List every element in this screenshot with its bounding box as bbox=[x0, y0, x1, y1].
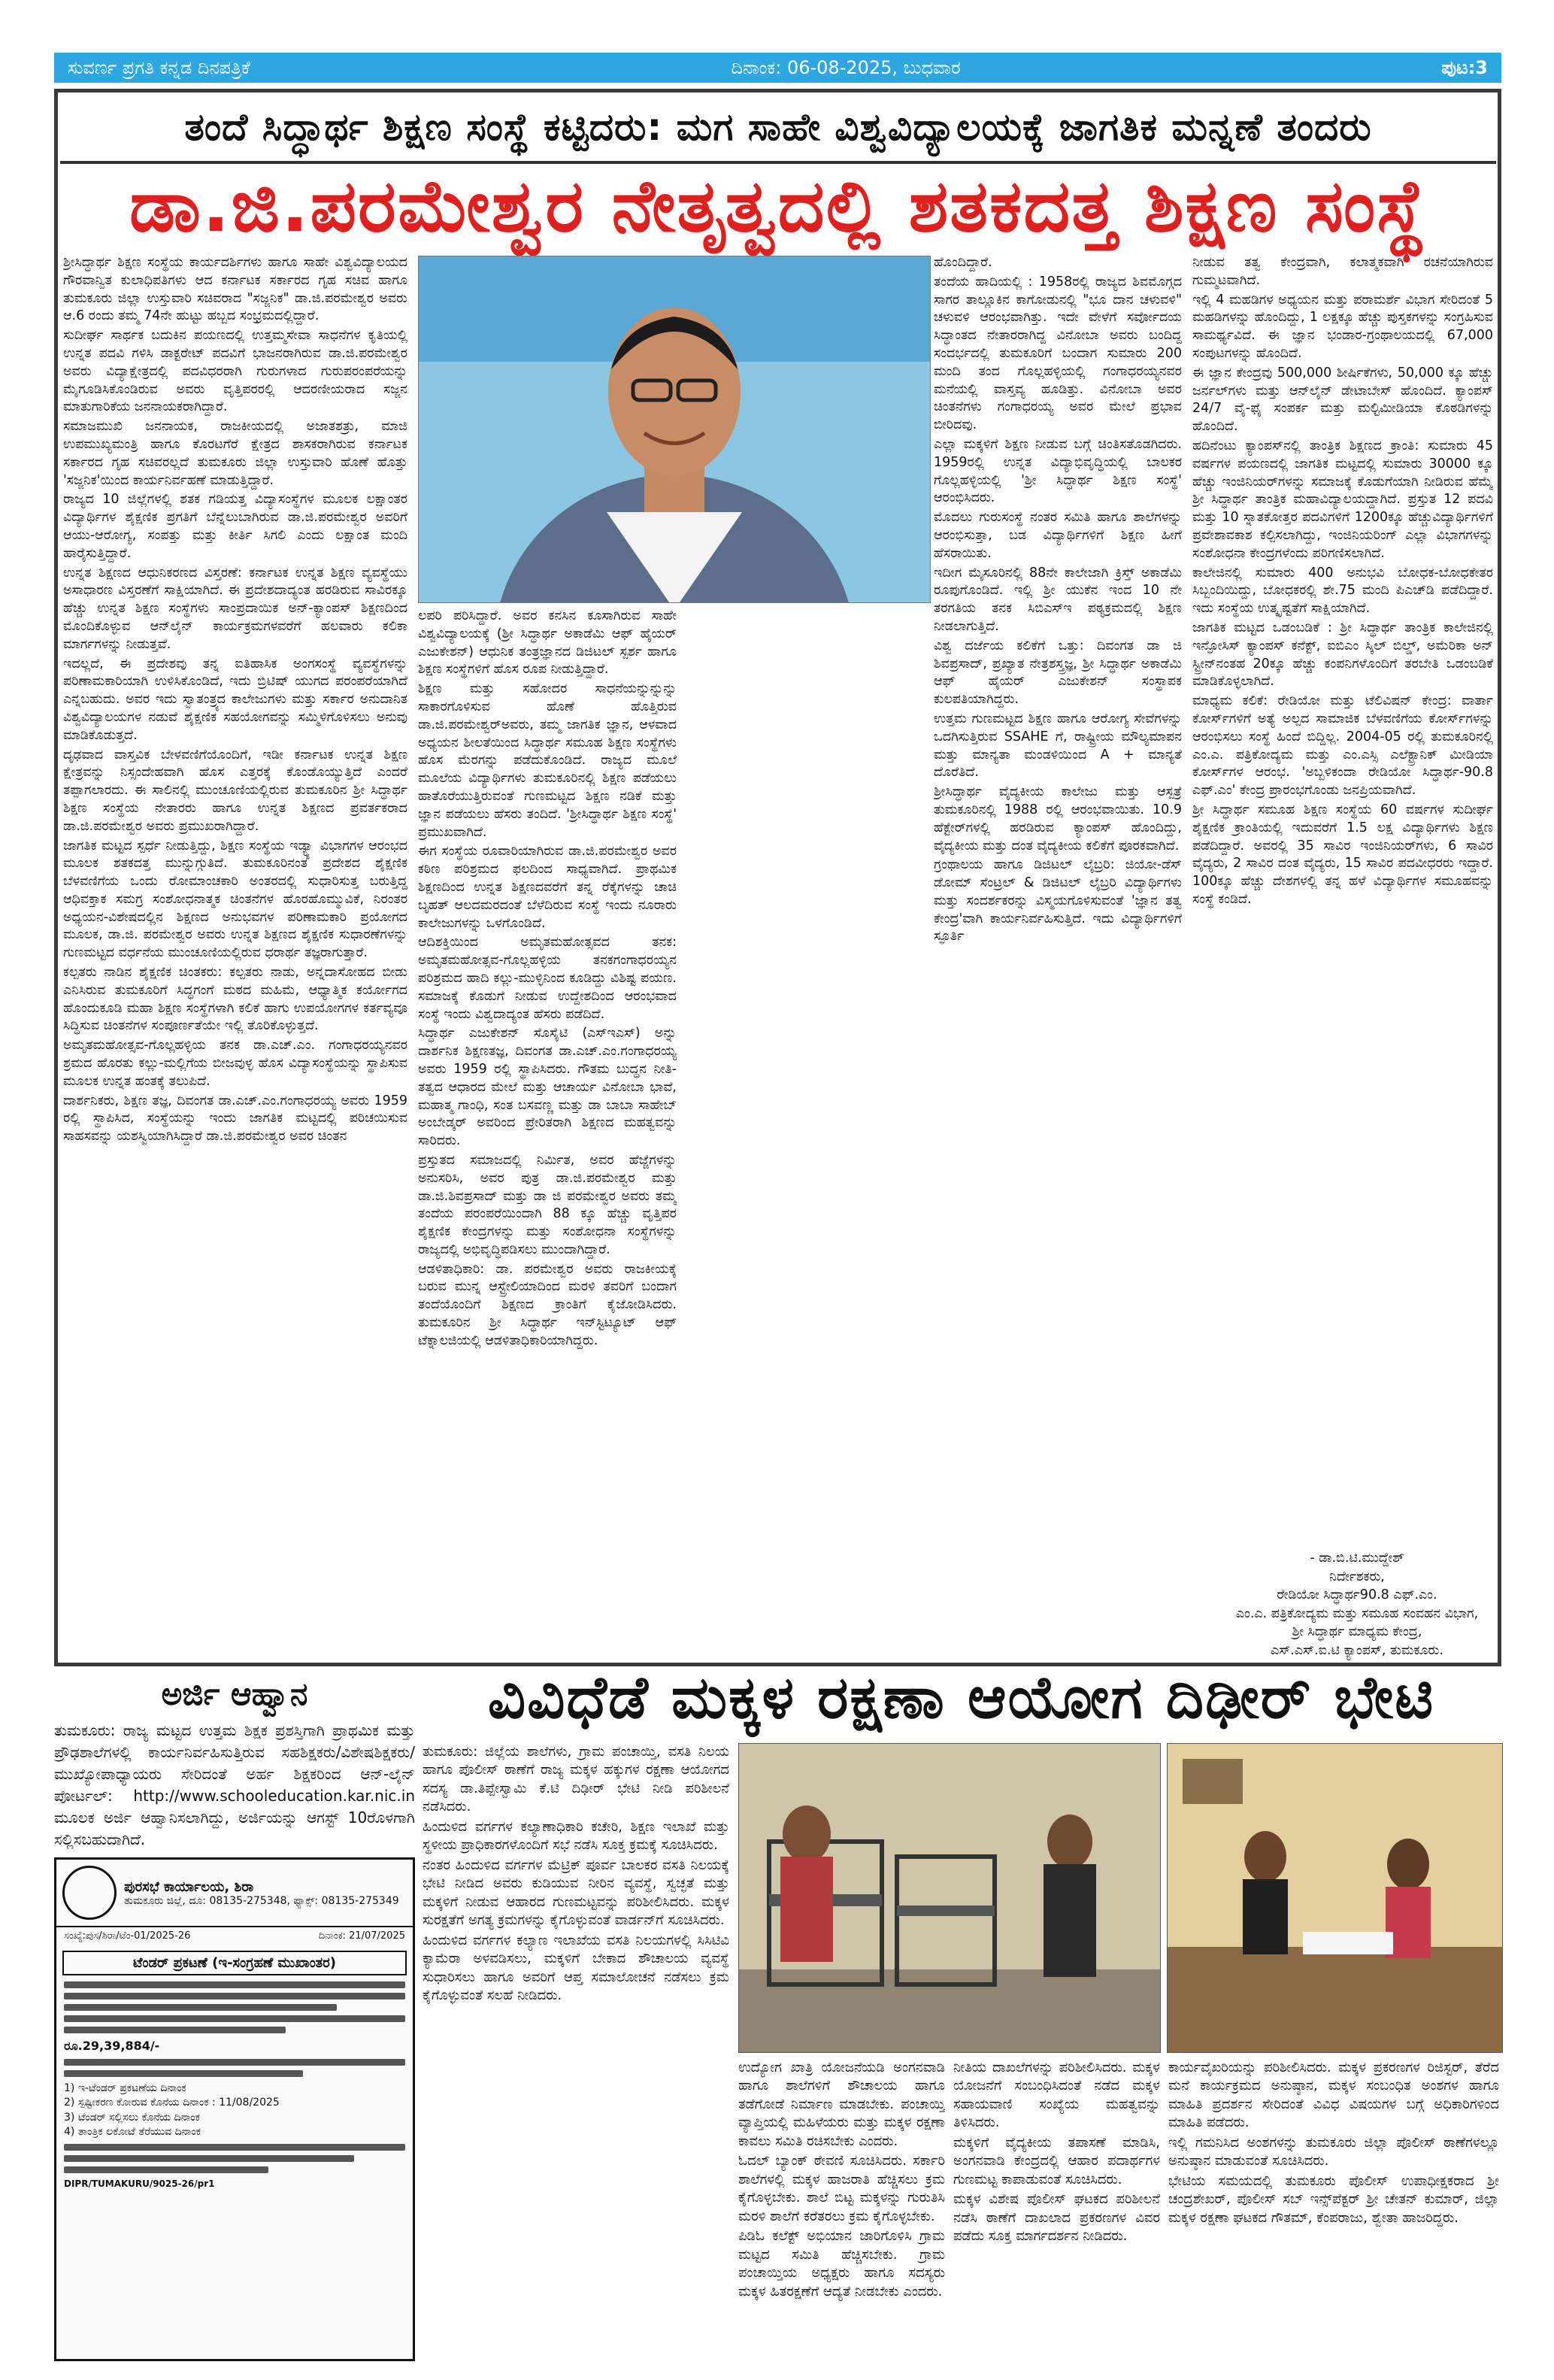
tender-advertisement bbox=[54, 1857, 415, 2361]
tender-office: ಪುರಸಭೆ ಕಾರ್ಯಾಲಯ, ಶಿರಾ bbox=[124, 1878, 254, 1895]
paragraph: ಉತ್ತಮ ಗುಣಮಟ್ಟದ ಶಿಕ್ಷಣ ಹಾಗೂ ಆರೋಗ್ಯ ಸೇವೆಗಳನ್ನು ಒದಗಿಸುತ್ತಿರುವ SSAHE ಗೆ, ರಾಷ್ಟ್ರೀಯ ಮೌಲ್ಯಮಾಪನ ಮತ್ತು ಮಾನ್ಯತಾ ಮಂಡಳಿಯಿಂದ A + ಮಾನ್ಯತೆ ದೊರೆತಿದೆ. bbox=[934, 711, 1182, 781]
paragraph: ಈಗ ಸಂಸ್ಥೆಯ ರೂವಾರಿಯಾಗಿರುವ ಡಾ.ಜಿ.ಪರಮೇಶ್ವರ ಅವರ ಕಠಿಣ ಪರಿಶ್ರಮದ ಫಲದಿಂದ ಸಾಧ್ಯವಾಗಿದೆ. ಪ್ರಾಥಮಿಕ ಶಿಕ್ಷಣದಿಂದ ಉನ್ನತ ಶಿಕ್ಷಣದವರೆಗೆ ತನ್ನ ರೆಕ್ಕೆಗಳನ್ನು ಚಾಚಿ ಬೃಹತ್ ಆಲದಮರದಂತೆ ಬೆಳೆದಿರುವ ಸಂಸ್ಥೆ ಇಂದು ನೂರಾರು ಕಾಲೇಜುಗಳನ್ನು ಒಳಗೊಂಡಿದೆ. bbox=[418, 844, 677, 931]
tender-header bbox=[56, 1860, 413, 1927]
paragraph: ಹೊಂದಿದ್ದಾರೆ. bbox=[934, 255, 992, 270]
paragraph: ಇಲ್ಲಿ ಗಮನಿಸಿದ ಅಂಶಗಳನ್ನು ತುಮಕೂರು ಜಿಲ್ಲಾ ಪೊಲೀಸ್ ಠಾಣೆಗಳಲ್ಲೂ ಅನುಷ್ಠಾನ ಮಾಡುವಂತೆ ಸೂಚಿಸಿದರು. bbox=[1168, 2134, 1499, 2169]
paragraph: ಶ್ರೀಸಿದ್ಧಾರ್ಥ ಶಿಕ್ಷಣ ಸಂಸ್ಥೆಯ ಕಾರ್ಯದರ್ಶಿಗಳು ಹಾಗೂ ಸಾಹೇ ವಿಶ್ವವಿದ್ಯಾಲಯದ ಗೌರವಾನ್ವಿತ ಕುಲಾಧಿಪತಿಗಳು ಆದ ಕರ್ನಾಟಕ ಸರ್ಕಾರದ ಗೃಹ ಸಚಿವ ಹಾಗೂ ತುಮಕೂರು ಜಿಲ್ಲಾ ಉಸ್ತುವಾರಿ ಸಚಿವರಾದ "ಸಜ್ಜನಿಕ" ಡಾ.ಜಿ.ಪರಮೇಶ್ವರ ಅವರು ಆ.6 ರಂದು ತಮ್ಮ 74ನೇ ಹುಟ್ಟು ಹಬ್ಬದ ಸಂಭ್ರಮದಲ್ಲಿದ್ದಾರೆ. bbox=[63, 255, 407, 324]
paragraph: ಇದೀಗ ಮೈಸೂರಿನಲ್ಲಿ 88ನೇ ಕಾಲೇಜಾಗಿ ಕ್ರಿಸ್ತ್ ಅಕಾಡೆಮಿ ರೂಪುಗೊಂಡಿದೆ. ಇಲ್ಲಿ ಶ್ರೀ ಯುಕೆನ ಇಂದ 10 ನೇ ತರಗತಿಯ ತನಕ ಸಿಬಿಎಸ್ಇ ಪಠ್ಯಕ್ರಮದಲ್ಲಿ ಶಿಕ್ಷಣ ನೀಡಲಾಗುತ್ತಿದೆ. bbox=[934, 565, 1182, 634]
author-line: ಶ್ರೀ ಸಿದ್ಧಾರ್ಥ ಮಾಧ್ಯಮ ಕೇಂದ್ರ, bbox=[1292, 1624, 1422, 1639]
lead-story-column-3 bbox=[934, 254, 1182, 1660]
tender-item: 1) ಇ-ಟೆಂಡರ್ ಪ್ರಕಟಣೆಯ ದಿನಾಂಕ bbox=[64, 2082, 186, 2095]
portrait-illustration bbox=[419, 256, 930, 602]
paragraph: ಮಕ್ಕಳ ವಿಶೇಷ ಪೊಲೀಸ್ ಘಟಕದ ಪರಿಶೀಲನೆ ನಡೆಸಿ ಠಾಣೆಗೆ ದಾಖಲಾದ ಪ್ರಕರಣಗಳ ವಿವರ ಪಡೆದು ಸೂಕ್ತ ಮಾರ್ಗದರ್ಶನ ನೀಡಿದರು. bbox=[953, 2191, 1160, 2245]
paragraph: ದಾರ್ಶನಿಕರು, ಶಿಕ್ಷಣ ತಜ್ಞ, ದಿವಂಗತ ಡಾ.ಎಚ್.ಎಂ.ಗಂಗಾಧರಯ್ಯ ಅವರು 1959 ರಲ್ಲಿ ಸ್ಥಾಪಿಸಿದ, ಸಂಸ್ಥೆಯನ್ನು ಇಂದು ಜಾಗತಿಕ ಮಟ್ಟದಲ್ಲಿ ಪರಿಚಯಿಸುವ ಸಾಹಸವನ್ನು ಯಶಸ್ವಿಯಾಗಿಸಿದ್ದಾರೆ ಡಾ.ಜಿ.ಪರಮೇಶ್ವರ ಅವರ ಚಿಂತನ bbox=[63, 1093, 407, 1145]
paragraph: ಶ್ರೀಸಿದ್ಧಾರ್ಥ ವೈದ್ಯಕೀಯ ಕಾಲೇಜು ಮತ್ತು ಆಸ್ಪತ್ರೆ ತುಮಕೂರಿನಲ್ಲಿ 1988 ರಲ್ಲಿ ಆರಂಭವಾಯಿತು. 10.9 ಹೆಕ್ಟೇರ್‌ಗಳಲ್ಲಿ ಹರಡಿರುವ ಕ್ಯಾಂಪಸ್ ಹೊಂದಿದ್ದು, ವೈದ್ಯಕೀಯ ಮತ್ತು ದಂತ ವೈದ್ಯಕೀಯ ಕಲಿಕೆಗೆ ಪೂರಕವಾಗಿದೆ. bbox=[934, 784, 1182, 853]
paragraph: ತುಮಕೂರು: ಜಿಲ್ಲೆಯ ಶಾಲೆಗಳು, ಗ್ರಾಮ ಪಂಚಾಯ್ತಿ, ವಸತಿ ನಿಲಯ ಹಾಗೂ ಪೊಲೀಸ್ ಠಾಣೆಗೆ ರಾಜ್ಯ ಮಕ್ಕಳ ಹಕ್ಕುಗಳ ರಕ್ಷಣಾ ಆಯೋಗದ ಸದಸ್ಯ ಡಾ.ತಿಪ್ಪೇಸ್ವಾಮಿ ಕೆ.ಟಿ ದಿಢೀರ್ ಭೇಟಿ ನೀಡಿ ಪರಿಶೀಲನೆ ನಡೆಸಿದರು. bbox=[423, 1744, 729, 1815]
paragraph: ಶಿಕ್ಷಣ ಮತ್ತು ಸಹೋದರ ಸಾಧನೆಯನ್ನುನ್ನುನ್ನು ಸಾಕಾರಗೊಳಿಸುವ ಹೊಣೆ ಹೊತ್ತಿರುವ ಡಾ.ಜಿ.ಪರಮೇಶ್ವರ್‌ಅವರು, ತಮ್ಮ ಜಾಗತಿಕ ಜ್ಞಾನ, ಆಳವಾದ ಅಧ್ಯಯನ ಶೀಲತೆಯಿಂದ ಸಿದ್ಧಾರ್ಥ ಸಮೂಹ ಶಿಕ್ಷಣ ಸಂಸ್ಥೆಗಳು ಹೊಸ ಮೆರಗನ್ನು ಪಡೆದುಕೊಂಡಿದೆ. ರಾಜ್ಯದ ಮೂಲೆ ಮೂಲೆಯ ವಿದ್ಯಾರ್ಥಿಗಳು ತುಮಕೂರಿನಲ್ಲಿ ಶಿಕ್ಷಣ ಪಡೆಯಲು ಹಾತೊರೆಯುತ್ತಿರುವಂತೆ ಗುಣಮಟ್ಟದ ಶಿಕ್ಷಣ ನಡಿಕೆ ಮತ್ತು ಜ್ಞಾನ ಪಡೆಯಲು ಹೆಸರು ತಂದಿದೆ. 'ಶ್ರೀಸಿದ್ಧಾರ್ಥ ಶಿಕ್ಷಣ ಸಂಸ್ಥೆ' ಪ್ರಮುಖವಾಗಿದೆ. bbox=[418, 681, 677, 840]
paragraph: ಗ್ರಂಥಾಲಯ ಹಾಗೂ ಡಿಜಿಟಲ್ ಲೈಬ್ರರಿ: ಜಿಯೋ-ಡೆಸ್ ಡೋಮ್ ಸೆಂಟ್ರಲ್ & ಡಿಜಿಟಲ್ ಲೈಬ್ರರಿ ವಿದ್ಯಾರ್ಥಿಗಳು ಮತ್ತು ಸಂದರ್ಶಕರನ್ನು ವಿಸ್ಮಯಗೊಳಿಸುವಂತೆ 'ಜ್ಞಾನ ತತ್ವ ಕೇಂದ್ರ'ವಾಗಿ ಕಾರ್ಯನಿರ್ವಹಿಸುತ್ತಿದೆ. ಇದು ವಿದ್ಯಾರ್ಥಿಗಳಿಗೆ ಸ್ಫೂರ್ತಿ bbox=[934, 857, 1182, 944]
paragraph: ಈ ಜ್ಞಾನ ಕೇಂದ್ರವು 500,000 ಶೀರ್ಷಿಕೆಗಳು, 50,000 ಕ್ಕೂ ಹೆಚ್ಚು ಜರ್ನಲ್‌ಗಳು ಮತ್ತು ಆನ್‌ಲೈನ್ ಡೇಟಾಬೇಸ್ ಹೊಂದಿದೆ. ಕ್ಯಾಂಪಸ್ 24/7 ವೈ-ಫೈ ಸಂಪರ್ಕ ಮತ್ತು ಮಲ್ಟಿಮೀಡಿಯಾ ಕೊಠಡಿಗಳನ್ನು ಹೊಂದಿದೆ. bbox=[1192, 365, 1493, 435]
paragraph: ಎಲ್ಲಾ ಮಕ್ಕಳಿಗೆ ಶಿಕ್ಷಣ ನೀಡುವ ಬಗ್ಗೆ ಚಿಂತಿಸತೊಡಗಿದರು. 1959ರಲ್ಲಿ ಉನ್ನತ ವಿದ್ಯಾಭಿವೃದ್ಧಿಯಲ್ಲಿ ಬಾಲಕರ ಗೊಲ್ಲಹಳ್ಳಿಯಲ್ಲಿ 'ಶ್ರೀ ಸಿದ್ಧಾರ್ಥ ಶಿಕ್ಷಣ ಸಂಸ್ಥೆ' ಆರಂಭಿಸಿದರು. bbox=[934, 436, 1182, 506]
tender-contact: ತುಮಕೂರು ಜಿಲ್ಲೆ, ದೂ: 08135-275348, ಫ್ಯಾಕ್ಸ್: 08135-275349 bbox=[124, 1894, 399, 1907]
issue-date: ದಿನಾಂಕ: 06-08-2025, ಬುಧವಾರ bbox=[731, 57, 961, 78]
second-story-column-3 bbox=[953, 2059, 1160, 2367]
tender-ref: ಸಂಖ್ಯೆ:ಪುಸ/ಶಿರಾ/ಟೆಂ-01/2025-26 bbox=[64, 1930, 191, 1942]
tender-text-lines bbox=[64, 2059, 405, 2077]
paragraph: ಆದಿಶಕ್ತಿಯಿಂದ ಅಮೃತಮಹೋತ್ಸವದ ತನಕ: ಅಮೃತಮಹೋತ್ಸವ-ಗೊಲ್ಲಹಳ್ಳಿಯ ತನಕಗಂಗಾಧರಯ್ಯನ ಪರಿಶ್ರಮದ ಹಾದಿ ಕಲ್ಲು-ಮುಳ್ಳಿನಿಂದ ಕೂಡಿದ್ದು ವಿಶಿಷ್ಟ ಪಯಣ. ಸಮಾಜಕ್ಕೆ ಕೊಡುಗೆ ನೀಡುವ ಉದ್ದೇಶದಿಂದ ಆರಂಭವಾದ ಸಂಸ್ಥೆ ಇಂದು ವಿಶ್ವದಾದ್ಯಂತ ಹೆಸರು ಪಡೆದಿದೆ. bbox=[418, 935, 677, 1022]
tender-footer: DIPR/TUMAKURU/9025-26/pr1 bbox=[64, 2178, 215, 2190]
paragraph: ಇಲ್ಲಿ 4 ಮಹಡಿಗಳ ಅಧ್ಯಯನ ಮತ್ತು ಪರಾಮರ್ಶೆ ವಿಭಾಗ ಸೇರಿದಂತೆ 5 ಮಹಡಿಗಳನ್ನು ಹೊಂದಿದ್ದು, 1 ಲಕ್ಷಕ್ಕೂ ಹೆಚ್ಚು ಪುಸ್ತಕಗಳನ್ನು ಸಂಗ್ರಹಿಸುವ ಸಾಮರ್ಥ್ಯವಿದೆ. ಈ ಜ್ಞಾನ ಭಂಡಾರ-ಗ್ರಂಥಾಲಯದಲ್ಲಿ 67,000 ಸಂಪುಟಗಳನ್ನು ಹೊಂದಿದೆ. bbox=[1192, 292, 1493, 361]
tender-text-lines bbox=[64, 2144, 405, 2173]
paper-name: ಸುವರ್ಣ ಪ್ರಗತಿ ಕನ್ನಡ ದಿನಪತ್ರಿಕೆ bbox=[68, 57, 250, 78]
tender-item: 3) ಟೆಂಡರ್ ಸಲ್ಲಿಸಲು ಕೊನೆಯ ದಿನಾಂಕ bbox=[64, 2111, 200, 2124]
second-story-headline: ವಿವಿಧೆಡೆ ಮಕ್ಕಳ ರಕ್ಷಣಾ ಆಯೋಗ ದಿಢೀರ್ ಭೇಟಿ bbox=[487, 1663, 1435, 1732]
paragraph: ಇದಲ್ಲದೆ, ಈ ಪ್ರದೇಶವು ತನ್ನ ಐತಿಹಾಸಿಕ ಅಂಗಸಂಸ್ಥೆ ವ್ಯವಸ್ಥೆಗಳನ್ನು ಪರಿಣಾಮಕಾರಿಯಾಗಿ ಉಳಿಸಿಕೊಂಡಿದೆ, ಇದು ಬ್ರಿಟಿಷ್ ಯುಗದ ಪರಂಪರೆಯಾಗಿದೆ ಎನ್ನಬಹುದು. ಅವರ ಇದು ಸ್ವಾತಂತ್ರ್ಯದ ಕಾಲೇಜುಗಳು ಮತ್ತು ಸರ್ಕಾರ ಅನುದಾನಿತ ವಿಶ್ವವಿದ್ಯಾಲಯಗಳ ನಡುವೆ ಶೈಕ್ಷಣಿಕ ಸಹಯೋಗವನ್ನು ಸಮ್ಮಿಳಿಗೊಳಿಸಲು ಅನುವು ಮಾಡಿಕೊಡುತ್ತದೆ. bbox=[63, 656, 407, 743]
paragraph: ನೀಡುವ ತತ್ವ ಕೇಂದ್ರವಾಗಿ, ಕಲಾತ್ಮಕವಾಗಿ ರಚನೆಯಾಗಿರುವ ಗುಮ್ಮಟವಾಗಿದೆ. bbox=[1192, 255, 1493, 288]
second-story-column-4 bbox=[1168, 2059, 1499, 2367]
author-line: ನಿರ್ದೇಶಕರು, bbox=[1329, 1569, 1385, 1584]
paragraph: ಪ್ರಸ್ತುತದ ಸಮಾಜದಲ್ಲಿ ನಿರ್ಮಿತ, ಅವರ ಹೆಜ್ಜೆಗಳನ್ನು ಅನುಸರಿಸಿ, ಅವರ ಪುತ್ರ ಡಾ.ಜಿ.ಪರಮೇಶ್ವರ ಮತ್ತು ಡಾ.ಜಿ.ಶಿವಪ್ರಸಾದ್ ಮತ್ತು ಡಾ ಜಿ ಪರಮೇಶ್ವರ ಅವರು ತಮ್ಮ ತಂದೆಯ ಪರಂಪರೆಯಿಂದಾಗಿ 88 ಕ್ಕೂ ಹೆಚ್ಚು ವೃತ್ತಿಪರ ಶೈಕ್ಷಣಿಕ ಕೇಂದ್ರಗಳನ್ನು ಮತ್ತು ಸಂಶೋಧನಾ ಸಂಸ್ಥೆಗಳನ್ನು ರಾಜ್ಯದಲ್ಲಿ ಅಭಿವೃದ್ಧಿಪಡಿಸಲು ಮುಂದಾಗಿದ್ದಾರೆ. bbox=[418, 1152, 677, 1257]
paragraph: ಮೊದಲು ಗುರುಸಂಸ್ಥೆ ನಂತರ ಸಮಿತಿ ಹಾಗೂ ಶಾಲೆಗಳನ್ನು ಆರಂಭಿಸುತ್ತಾ, ಬಡ ವಿದ್ಯಾರ್ಥಿಗಳಿಗೆ ಶಿಕ್ಷಣ ಹೀಗೆ ಹೆಸರಾಯಿತು. bbox=[934, 510, 1182, 561]
author-line: ರೇಡಿಯೋ ಸಿದ್ಧಾರ್ಥ90.8 ಎಫ್.ಎಂ. bbox=[1277, 1587, 1437, 1602]
government-seal-icon bbox=[62, 1866, 117, 1920]
paragraph: ಜಾಗತಿಕ ಮಟ್ಟದ ಸ್ಪರ್ಧೆ ನೀಡುತ್ತಿದ್ದು, ಶಿಕ್ಷಣ ಸಂಸ್ಥೆಯ ಇಡ್ಯ್ಯಾ ವಿಭಾಗಗಳ ಆರಂಭದ ಮೂಲಕ ಶತಕದತ್ತ ಮುನ್ನುಗ್ಗುತಿದೆ. ತುಮಕೂರಿನಂತ ಪ್ರದೇಶದ ಶೈಕ್ಷಣಿಕ ಬೆಳವಣಿಗೆಯ ಒಂದು ರೋಮಾಂಚಕಾರಿ ಅಂತರದಲ್ಲಿ ಸುಧಾರಿಸುತ್ತ ಬರುತ್ತಿದ್ದ ಆಧಿವಕ್ತಾಕ ಸಮಗ್ರ ಸಂಶೋಧನಾತ್ಮಕ ಚಿಂತನೆಗಳ ಹೊರಹೊಮ್ಮುವಿಕೆ, ನಿರಂತರ ಅಧ್ಯಯನ-ವಿಶೇಷದಲ್ಲಿನ ಶಿಕ್ಷಣದ ಅನುಭವಗಳ ಪರಿಣಾಮಕಾರಿ ಪ್ರಯೋಗದ ಮೂಲಕ, ಡಾ.ಜಿ. ಪರಮೇಶ್ವರ ಅವರು ಉನ್ನತ ಶಿಕ್ಷಣದ ಶೈಕ್ಷಣಿಕ ಸುಧಾರಣೆಗಳನ್ನು ಗುಣಮಟ್ಟದ ವರ್ಧನೆಯ ಮುಂಚೂಣಿಯಲ್ಲಿರುವ ಧರಾರ್ಥ ತಜ್ಞರಾಗುತ್ತಾರೆ. bbox=[63, 838, 407, 961]
application-text: ತುಮಕೂರು: ರಾಜ್ಯ ಮಟ್ಟದ ಉತ್ತಮ ಶಿಕ್ಷಕ ಪ್ರಶಸ್ತಿಗಾಗಿ ಪ್ರಾಥಮಿಕ ಮತ್ತು ಪ್ರೌಢಶಾಲೆಗಳಲ್ಲಿ ಕಾರ್ಯನಿರ್ವಹಿಸುತ್ತಿರುವ ಸಹಶಿಕ್ಷಕರು/ವಿಶೇಷಶಿಕ್ಷಕರು/ಮುಖ್ಯೋಪಾಧ್ಯಾಯರು ಸೇರಿದಂತೆ ಅರ್ಹ ಶಿಕ್ಷಕರಿಂದ ಆನ್-ಲೈನ್ ಪೋರ್ಟಲ್: http://www.schooleducation.kar.nic.in ಮೂಲಕ ಅರ್ಜಿ ಆಹ್ವಾನಿಸಲಾಗಿದ್ದು, ಅರ್ಜಿಯನ್ನು ಆಗಸ್ಟ್ 10ರೊಳಗಾಗಿ ಸಲ್ಲಿಸಬಹುದಾಗಿದೆ. bbox=[54, 1721, 415, 1848]
tender-text-lines bbox=[64, 1981, 405, 2033]
author-signature bbox=[1233, 1549, 1481, 1660]
police-station-visit-photo bbox=[1167, 1743, 1503, 2053]
tender-body bbox=[56, 1981, 413, 2191]
paragraph: ಮಾಧ್ಯಮ ಕಲಿಕೆ: ರೇಡಿಯೋ ಮತ್ತು ಟೆಲಿವಿಷನ್ ಕೇಂದ್ರ: ವಾರ್ತಾ ಕೋರ್ಸ್‌ಗಳಿಗೆ ಅತ್ಯೆ ಅಲ್ಪದ ಸಾಮಾಜಿಕ ಬೆಳವಣಿಗೆಯ ಕೋರ್ಸ್‌ಗಳನ್ನು ಆರಂಭಿಸಲು ಸಂಸ್ಥೆ ಹಿಂದೆ ಬಿದ್ದಿಲ್ಲ. 2004-05 ರಲ್ಲಿ ತುಮಕೂರಿನಲ್ಲಿ ಎಂ.ಎ. ಪತ್ರಿಕೋದ್ಯಮ ಮತ್ತು ಎಂ.ಎಸ್ಸಿ ಎಲೆಕ್ಟ್ರಾನಿಕ್ ಮೀಡಿಯಾ ಕೋರ್ಸ್‌ಗಳ ಆರಂಭ. 'ಅಬ್ಬಳಿಕಂದಾ ರೇಡಿಯೋ ಸಿದ್ಧಾರ್ಥ-90.8 ಎಫ್.ಎಂ' ಕೇಂದ್ರ ಪ್ರಾರಂಭಗೊಂಡು ಜನಪ್ರಿಯವಾಗಿದೆ. bbox=[1192, 693, 1493, 799]
paragraph: ಹಿಂದುಳಿದ ವರ್ಗಗಳ ಕಲ್ಯಾಣ ಇಲಾಖೆಯ ವಸತಿ ನಿಲಯಗಳಲ್ಲಿ ಸಿಸಿಟಿವಿ ಕ್ಯಾಮೆರಾ ಅಳವಡಿಸಲು, ಮಕ್ಕಳಿಗೆ ಬೇಕಾದ ಶೌಚಾಲಯ ವ್ಯವಸ್ಥೆ ಸುಧಾರಿಸಲು ಹಾಗೂ ಅವರಿಗೆ ಆಪ್ತ ಸಮಾಲೋಚನೆ ನಡೆಸಲು ಕ್ರಮ ಕೈಗೊಳ್ಳುವಂತೆ ಸಲಹೆ ನೀಡಿದರು. bbox=[423, 1932, 729, 2004]
second-story-column-1 bbox=[423, 1743, 729, 2367]
paragraph: ಹದಿನೆಂಟು ಕ್ಯಾಂಪಸ್‌ನಲ್ಲಿ ತಾಂತ್ರಿಕ ಶಿಕ್ಷಣದ ಕ್ರಾಂತಿ: ಸುಮಾರು 45 ವರ್ಷಗಳ ಪಯಣದಲ್ಲಿ ಜಾಗತಿಕ ಮಟ್ಟದಲ್ಲಿ ಸುಮಾರು 30000 ಕ್ಕೂ ಹೆಚ್ಚು ಇಂಜಿನಿಯರ್‌ಗಳನ್ನು ಸಮಾಜಕ್ಕೆ ಕೊಡುಗೆಯಾಗಿ ನೀಡಿರುವ ಹೆಮ್ಮೆ ಶ್ರೀ ಸಿದ್ಧಾರ್ಥ ತಾಂತ್ರಿಕ ಮಹಾವಿದ್ಯಾಲಯದ್ದಾಗಿದೆ. ಪ್ರಸ್ತುತ 12 ಪದವಿ ಮತ್ತು 10 ಸ್ನಾತಕೋತ್ತರ ಪದವಿಗಳಿಗೆ 1200ಕ್ಕೂ ಹೆಚ್ಚುವಿದ್ಯಾರ್ಥಿಗಳಿಗೆ ಪ್ರವೇಶಾವಕಾಶ ಕಲ್ಪಿಸಲಾಗಿದ್ದು, ಇಂಜಿನಿಯರಿಂಗ್ ಎಲ್ಲಾ ವಿಭಾಗಗಳನ್ನು ಸಂಶೋಧನಾ ಕೇಂದ್ರಗಳೆಂದು ಪರಿಗಣಿಸಲಾಗಿದೆ. bbox=[1192, 438, 1493, 561]
paragraph: ರಾಜ್ಯದ 10 ಜಿಲ್ಲೆಗಳಲ್ಲಿ ಶತಕ ಗಡಿಯತ್ತ ವಿದ್ಯಾಸಂಸ್ಥೆಗಳ ಮೂಲಕ ಲಕ್ಷಾಂತರ ವಿದ್ಯಾರ್ಥಿಗಳ ಶೈಕ್ಷಣಿಕ ಪ್ರಗತಿಗೆ ಬೆನ್ನೆಲುಬಾಗಿರುವ ಡಾ.ಜಿ.ಪರಮೇಶ್ವರ ಅವರಿಗೆ ಆಯು-ಆರೋಗ್ಯ, ಸಂಪತ್ತು ಮತ್ತು ಕೀರ್ತಿ ಸಿಗಲಿ ಎಂದು ಲಕ್ಷಾಂತ ಮಂದಿ ಹಾರೈಸುತ್ತಿದ್ದಾರೆ. bbox=[63, 492, 407, 561]
hostel-room-illustration bbox=[739, 1744, 1160, 2052]
paragraph: ವಿಶ್ವ ದರ್ಜೆಯ ಕಲಿಕೆಗೆ ಒತ್ತು: ದಿವಂಗತ ಡಾ ಜಿ ಶಿವಪ್ರಸಾದ್, ಪ್ರಖ್ಯಾತ ನೇತ್ರಶಸ್ತ್ರಜ್ಞ, ಶ್ರೀ ಸಿದ್ಧಾರ್ಥ ಅಕಾಡೆಮಿ ಆಫ್ ಹೈಯರ್ ಎಜುಕೇಶನ್ ಸಂಸ್ಥಾಪಕ ಕುಲಪತಿಯಾಗಿದ್ದರು. bbox=[934, 638, 1182, 708]
paragraph: ದೃಢವಾದ ವಾಸ್ತವಿಕ ಬೇಳವಣಿಗೆಯೊಂದಿಗೆ, ಇಡೀ ಕರ್ನಾಟಕ ಉನ್ನತ ಶಿಕ್ಷಣ ಕ್ಷೇತ್ರವನ್ನು ನಿಸ್ಸಂದೇಹವಾಗಿ ಹೊಸ ಎತ್ತರಕ್ಕೆ ಕೊಂಡೊಯ್ಯುತ್ತಿದೆ ಎಂದರೆ ತಪ್ಪಾಗಲಾರದು. ಈ ಸಾಲಿನಲ್ಲಿ ಮುಂಚೂಣಿಯಲ್ಲಿರುವ ತುಮಕೂರಿನ ಶ್ರೀ ಸಿದ್ಧಾರ್ಥ ಶಿಕ್ಷಣ ಸಂಸ್ಥೆಯ ನೇತಾರರು ಹಾಗೂ ಉನ್ನತ ಶಿಕ್ಷಣದ ಪ್ರವರ್ತಕರಾದ ಡಾ.ಜಿ.ಪರಮೇಶ್ವರ ಅವರು ಪ್ರಮುಖರಾಗಿದ್ದಾರೆ. bbox=[63, 747, 407, 834]
lead-story-column-4 bbox=[1192, 254, 1493, 1544]
minister-portrait-photo bbox=[418, 256, 931, 603]
paragraph: ಮಕ್ಕಳಿಗೆ ವೈದ್ಯಕೀಯ ತಪಾಸಣೆ ಮಾಡಿಸಿ, ಅಂಗನವಾಡಿ ಕೇಂದ್ರದಲ್ಲಿ ಆಹಾರ ಪದಾರ್ಥಗಳ ಗುಣಮಟ್ಟ ಕಾಪಾಡುವಂತೆ ಸೂಚಿಸಿದರು. bbox=[953, 2134, 1160, 2187]
paragraph: ಉದ್ಯೋಗ ಖಾತ್ರಿ ಯೋಜನೆಯಡಿ ಅಂಗನವಾಡಿ ಹಾಗೂ ಶಾಲೆಗಳಿಗೆ ಶೌಚಾಲಯ ಹಾಗೂ ತಡೆಗೋಡೆ ನಿರ್ಮಾಣ ಮಾಡಬೇಕು. ಪಂಚಾಯ್ತಿ ವ್ಯಾಪ್ತಿಯಲ್ಲಿ ಮಹಿಳೆಯರು ಮತ್ತು ಮಕ್ಕಳ ರಕ್ಷಣಾ ಕಾವಲು ಸಮಿತಿ ರಚಿಸಬೇಕು ಎಂದರು. bbox=[738, 2060, 945, 2149]
paragraph: ಉನ್ನತ ಶಿಕ್ಷಣದ ಆಧುನಿಕರಣದ ವಿಸ್ತರಣೆ: ಕರ್ನಾಟಕ ಉನ್ನತ ಶಿಕ್ಷಣ ವ್ಯವಸ್ಥೆಯು ಅಸಾಧಾರಣ ವಿಸ್ತರಣೆಗೆ ಸಾಕ್ಷಿಯಾಗಿದೆ. ಈ ಪ್ರದೇಶದಾದ್ಯಂತ ಹರಡಿರುವ ಸಾವಿರಕ್ಕೂ ಹೆಚ್ಚು ಉನ್ನತ ಶಿಕ್ಷಣ ಸಂಸ್ಥೆಗಳು ಸಾಂಪ್ರದಾಯಿಕ ಅನ್-ಕ್ಯಾಂಪಸ್ ಶಿಕ್ಷಣದಿಂದ ಮೊಂದಿಕೊಳ್ಳುವ ಆನ್‌ಲೈನ್ ಕಾರ್ಯಕ್ರಮಗಳವರೆಗೆ ಹಲವಾರು ಕಲಿಕಾ ಮಾರ್ಗಗಳನ್ನು ನೀಡುತ್ತವೆ. bbox=[63, 565, 407, 652]
paragraph: ಓದಲ್ ಬ್ಯಾಂಕ್ ಠೇವಣಿ ಸೂಚಿಸಿದರು. ಸರ್ಕಾರಿ ಶಾಲೆಗಳಲ್ಲಿ ಮಕ್ಕಳ ಹಾಜರಾತಿ ಹೆಚ್ಚಿಸಲು ಕ್ರಮ ಕೈಗೊಳ್ಳಬೇಕು. ಶಾಲೆ ಬಿಟ್ಟ ಮಕ್ಕಳನ್ನು ಗುರುತಿಸಿ ಮರಳಿ ಶಾಲೆಗೆ ಕರೆತರಲು ಕ್ರಮ ಕೈಗೊಳ್ಳಬೇಕು. bbox=[738, 2153, 945, 2224]
tender-item: 4) ತಾಂತ್ರಿಕ ಲಕೋಟೆ ತೆರೆಯುವ ದಿನಾಂಕ bbox=[64, 2126, 201, 2139]
hostel-inspection-photo bbox=[738, 1743, 1161, 2053]
masthead bbox=[54, 53, 1501, 83]
lead-story-column-2 bbox=[418, 608, 677, 1660]
paragraph: ನೀತಿಯ ದಾಖಲೆಗಳನ್ನು ಪರಿಶೀಲಿಸಿದರು. ಮಕ್ಕಳ ಯೋಜನೆಗೆ ಸಂಬಂಧಿಸಿದಂತೆ ನಡೆದ ಮಕ್ಕಳ ಸಹಾಯವಾಣಿ ಸಂಖ್ಯೆಯ ಮಹತ್ವವನ್ನು ತಿಳಿಸಿದರು. bbox=[953, 2060, 1160, 2131]
tender-ref-row bbox=[56, 1927, 413, 1945]
paragraph: ಸಮಾಜಮುಖಿ ಜನನಾಯಕ, ರಾಜಕೀಯದಲ್ಲಿ ಅಜಾತಶತ್ರು, ಮಾಜಿ ಉಪಮುಖ್ಯಮಂತ್ರಿ ಹಾಗೂ ಕೊರಟಗೆರೆ ಕ್ಷೇತ್ರದ ಶಾಸಕರಾಗಿರುವ ಕರ್ನಾಟಕ ಸರ್ಕಾರದ ಗೃಹ ಸಚಿವರಲ್ಲದೆ ತುಮಕೂರು ಜಿಲ್ಲಾ ಉಸ್ತುವಾರಿ ಹೊಣೆ ಹೊತ್ತು 'ಸಜ್ಜನಿಕ'ಯಿಂದ ಕಾರ್ಯನಿರ್ವಹಣೆ ಮಾಡುತ್ತಿದ್ದಾರೆ. bbox=[63, 419, 407, 488]
second-story-column-2 bbox=[738, 2059, 945, 2367]
lead-story-column-1 bbox=[63, 254, 407, 1660]
author-line: ಎಸ್.ಎಸ್.ಐ.ಟಿ ಕ್ಯಾಂಪಸ್, ತುಮಕೂರು. bbox=[1271, 1642, 1443, 1658]
paragraph: ಕಲ್ಪತರು ನಾಡಿನ ಶೈಕ್ಷಣಿಕ ಚಿಂತಕರು: ಕಲ್ಪತರು ನಾಡು, ಅನ್ನದಾಸೋಹದ ಬೀಡು ಎನಿಸಿರುವ ತುಮಕೂರಿಗೆ ಸಿದ್ಧಗಂಗೆ ಮಠದ ಮಹಿಮೆ, ಆಧ್ಯಾತ್ಮಿಕ ಕರ್ಯೋಗದ ಹೊಂದುಕೂಡಿ ಮಹಾ ಶಿಕ್ಷಣ ಸಂಸ್ಥೆಗಳಾಗಿ ಕಲಿಕೆ ಹಾಗು ಉಪಯೋಗಗಳ ಕರ್ತವ್ಯವೂ ಸಿದ್ಧಿಸುವ ಚಿಂತನೆಗಳ ಸಂಪೂರ್ಣತೆಯೇ ಇಲ್ಲಿ ತೊರಿಕೊಳ್ಳುತ್ತದೆ. bbox=[63, 965, 407, 1034]
paragraph: ಕಾಲೇಜಿನಲ್ಲಿ ಸುಮಾರು 400 ಅನುಭವಿ ಬೋಧಕ-ಬೋಧಕೇತರ ಸಿಬ್ಬಂದಿಯಿದ್ದು, ಬೋಧಕರಲ್ಲಿ ಶೇ.75 ಮಂದಿ ಪಿಎಚ್‌ಡಿ ಪಡೆದಿದ್ದಾರೆ. ಇದು ಸಂಸ್ಥೆಯ ಉತ್ಕೃಷ್ಟತೆಗೆ ಸಾಕ್ಷಿಯಾಗಿದೆ. bbox=[1192, 565, 1493, 617]
paragraph: ಭೇಟಿಯ ಸಮಯದಲ್ಲಿ ತುಮಕೂರು ಪೊಲೀಸ್ ಉಪಾಧೀಕ್ಷಕರಾದ ಶ್ರೀ ಚಂದ್ರಶೇಖರ್, ಪೊಲೀಸ್ ಸಬ್ ಇನ್ಸ್‌ಪೆಕ್ಟರ್ ಶ್ರೀ ಚೇತನ್ ಕುಮಾರ್, ಜಿಲ್ಲಾ ಮಕ್ಕಳ ರಕ್ಷಣಾ ಘಟಕದ ಗೌತಮ್, ಕೆಂಪರಾಜು, ಶ್ವೇತಾ ಹಾಜರಿದ್ದರು. bbox=[1168, 2172, 1499, 2226]
paragraph: ತಂದೆಯ ಹಾದಿಯಲ್ಲಿ : 1958ರಲ್ಲಿ ರಾಜ್ಯದ ಶಿವಮೊಗ್ಗದ ಸಾಗರ ತಾಲ್ಲೂಕಿನ ಕಾಗೋಡುನಲ್ಲಿ "ಭೂ ದಾನ ಚಳುವಳಿ" ಚಳುವಳಿ ಆರಂಭವಾಗಿತ್ತು. ಇದೇ ವೇಳೆಗೆ ಸರ್ವೋದಯ ಸಿದ್ಧಾಂತದ ನೇತಾರರಾಗಿದ್ದ ವಿನೋಬಾ ಅವರು ಬಂದಿದ್ದ ಸಂದರ್ಭದಲ್ಲಿ ತುಮಕೂರಿಗೆ ಬಂದಾಗ ಸುಮಾರು 200 ಮಂದಿ ತಂದ ಗೊಲ್ಲಹಳ್ಳಿಯಲ್ಲಿ ಗಂಗಾಧರಯ್ಯನವರ ಮನೆಯಲ್ಲಿ ವಾಸ್ತವ್ಯ ಹೂಡಿತ್ತು. ವಿನೋಬಾ ಅವರ ಚಿಂತನೆಗಳು ಗಂಗಾಧರಯ್ಯ ಅವರ ಮೇಲೆ ಪ್ರಭಾವ ಬೀರಿದವು. bbox=[934, 274, 1182, 433]
lead-story-headline: ಡಾ.ಜಿ.ಪರಮೇಶ್ವರ ನೇತೃತ್ವದಲ್ಲಿ ಶತಕದತ್ತ ಶಿಕ್ಷಣ ಸಂಸ್ಥೆ bbox=[129, 164, 1427, 248]
paragraph: ಶ್ರೀ ಸಿದ್ಧಾರ್ಥ ಸಮೂಹ ಶಿಕ್ಷಣ ಸಂಸ್ಥೆಯ 60 ವರ್ಷಗಳ ಸುದೀರ್ಘ ಶೈಕ್ಷಣಿಕ ಕ್ರಾಂತಿಯಲ್ಲಿ ಇದುವರೆಗೆ 1.5 ಲಕ್ಷ ವಿದ್ಯಾರ್ಥಿಗಳು ಶಿಕ್ಷಣ ಪಡೆದಿದ್ದಾರೆ. ಅವರಲ್ಲಿ 35 ಸಾವಿರ ಇಂಜಿನಿಯರ್‌ಗಳು, 6 ಸಾವಿರ ವೈದ್ಯರು, 2 ಸಾವಿರ ದಂತ ವೈದ್ಯರು, 15 ಸಾವಿರ ಪದವೀಧರರು ಇದ್ದಾರೆ. 100ಕ್ಕೂ ಹೆಚ್ಚು ದೇಶಗಳಲ್ಲಿ ತನ್ನ ಹಳೆ ವಿದ್ಯಾರ್ಥಿಗಳ ಸಮೂಹವನ್ನು ಸಂಸ್ಥೆ ಕಂಡಿದೆ. bbox=[1192, 802, 1493, 907]
paragraph: ಜಾಗತಿಕ ಮಟ್ಟದ ಒಡಂಬಡಿಕೆ : ಶ್ರೀ ಸಿದ್ಧಾರ್ಥ ತಾಂತ್ರಿಕ ಕಾಲೇಜಿನಲ್ಲಿ ಇನ್ಫೋಸಿಸ್ ಕ್ಯಾಂಪಸ್ ಕನೆಕ್ಟ್, ಐಬಿಎಂ ಸ್ಕಿಲ್ ಬಿಲ್ಡ್, ಅಮೆರಿಕಾ ಅನ್ ಸ್ಟ್ರೀನ್‌ನಂತಹ 20ಕ್ಕೂ ಹೆಚ್ಚು ಕಂಪನಿಗಳೊಂದಿಗೆ ತರಬೇತಿ ಒಡಂಬಡಿಕೆ ಮಾಡಿಕೊಳ್ಳಲಾಗಿದೆ. bbox=[1192, 620, 1493, 690]
application-title: ಅರ್ಜಿ ಆಹ್ವಾನ bbox=[161, 1675, 308, 1712]
tender-notice-title: ಟೆಂಡರ್ ಪ್ರಕಟಣೆ (ಇ-ಸಂಗ್ರಹಣೆ ಮುಖಾಂತರ) bbox=[62, 1951, 407, 1975]
tender-date: ದಿನಾಂಕ: 21/07/2025 bbox=[318, 1930, 405, 1942]
office-meeting-illustration bbox=[1168, 1744, 1502, 2052]
paragraph: ಹಿಂದುಳಿದ ವರ್ಗಗಳ ಕಲ್ಯಾಣಾಧಿಕಾರಿ ಕಚೇರಿ, ಶಿಕ್ಷಣ ಇಲಾಖೆ ಮತ್ತು ಸ್ಥಳೀಯ ಪ್ರಾಧಿಕಾರಗಳೊಂದಿಗೆ ಸಭೆ ನಡೆಸಿ ಸೂಕ್ತ ಕ್ರಮಕ್ಕೆ ಸೂಚಿಸಿದರು. bbox=[423, 1818, 729, 1854]
tender-item: 2) ಸ್ಪಷ್ಟೀಕರಣ ಕೋರುವ ಕೊನೆಯ ದಿನಾಂಕ : 11/08/2025 bbox=[64, 2097, 280, 2109]
tender-amount: ರೂ.29,39,884/- bbox=[64, 2039, 160, 2053]
paragraph: ಅಮೃತಮಹೋತ್ಸವ-ಗೊಲ್ಲಹಳ್ಳಿಯ ತನಕ ಡಾ.ಎಚ್.ಎಂ. ಗಂಗಾಧರಯ್ಯನವರ ಶ್ರಮದ ಹೊರತು ಕಲ್ಲು-ಮಲ್ಲಿಗೆಯ ಬೀಜವುಳ್ಳ ಹೊಸ ವಿದ್ಯಾಸಂಸ್ಥೆಯನ್ನು ಸ್ಥಾಪಿಸುವ ಮೂಲಕ ಉನ್ನತ ಹಂತಕ್ಕೆ ತಲುಪಿದೆ. bbox=[63, 1038, 407, 1089]
paragraph: ಲಪರಿ ಪರಿಸಿದ್ದಾರೆ. ಅವರ ಕನಸಿನ ಕೂಸಾಗಿರುವ ಸಾಹೇ ವಿಶ್ವವಿದ್ಯಾಲಯಕ್ಕೆ (ಶ್ರೀ ಸಿದ್ಧಾರ್ಥ ಅಕಾಡೆಮಿ ಆಫ್ ಹೈಯರ್ ಎಜುಕೇಶನ್) ಆಧುನಿಕ ತಂತ್ರಜ್ಞಾನದ ಡಿಜಿಟಲ್ ಸ್ಪರ್ಶ ಹಾಗೂ ಶಿಕ್ಷಣ ಸಂಸ್ಥೆಗಳಿಗೆ ಹೊಸ ರೂಪ ನೀಡುತ್ತಿದ್ದಾರೆ. bbox=[418, 608, 677, 678]
paragraph: ಆಡಳಿತಾಧಿಕಾರಿ: ಡಾ. ಪರಮೇಶ್ವರ ಅವರು ರಾಜಕೀಯಕ್ಕೆ ಬರುವ ಮುನ್ನ ಆಸ್ಟ್ರೇಲಿಯಾದಿಂದ ಮರಳಿ ತವರಿಗೆ ಬಂದಾಗ ತಂದೆಯೊಂದಿಗೆ ಶಿಕ್ಷಣದ ಕ್ರಾಂತಿಗೆ ಕೈಜೋಡಿಸಿದರು. ತುಮಕೂರಿನ ಶ್ರೀ ಸಿದ್ಧಾರ್ಥ ಇನ್‌ಸ್ಟಿಟ್ಯೂಟ್ ಆಫ್ ಟೆಕ್ನಾಲಜಿಯಲ್ಲಿ ಆಡಳಿತಾಧಿಕಾರಿಯಾಗಿದ್ದರು. bbox=[418, 1261, 677, 1348]
paragraph: ಸುದೀರ್ಘ ಸಾರ್ಥಕ ಬದುಕಿನ ಪಯಣದಲ್ಲಿ ಉತ್ತಮ್ಮಸೇವಾ ಸಾಧನೆಗಳ ಕೃತಿಯಲ್ಲಿ ಉನ್ನತ ಪದವಿ ಗಳಿಸಿ ಡಾಕ್ಟರೇಟ್ ಪದವಿಗೆ ಭಾಜನರಾಗಿರುವ ಡಾ.ಜಿ.ಪರಮೇಶ್ವರ ಅವರು ವಿದ್ಯಾಕ್ಷೇತ್ರದಲ್ಲಿ ಪದವಿಧರರಾಗಿ ಗುರುಗಳಾದ ಗುರುಪರಂಪರೆಯನ್ನು ಮೈಗೂಡಿಸಿಕೊಂಡಿರುವ ಅವರು ವೃತ್ತಿಪರರಲ್ಲಿ ಆದರಣೀಯರಾದ ಸಜ್ಜನ ಮಾತುಗಾರಿಕೆಯ ಜನನಾಯಕರಾಗಿದ್ದಾರೆ. bbox=[63, 328, 407, 415]
author-name: - ಡಾ.ಬಿ.ಟಿ.ಮುದ್ದೇಶ್ bbox=[1310, 1551, 1404, 1566]
page-number: ಪುಟ:3 bbox=[1441, 57, 1488, 78]
lead-story-kicker: ತಂದೆ ಸಿದ್ಧಾರ್ಥ ಶಿಕ್ಷಣ ಸಂಸ್ಥೆ ಕಟ್ಟಿದರು: ಮಗ ಸಾಹೇ ವಿಶ್ವವಿದ್ಯಾಲಯಕ್ಕೆ ಜಾಗತಿಕ ಮನ್ನಣೆ ತಂದರು bbox=[60, 93, 1496, 164]
paragraph: ಕಾರ್ಯವೈಖರಿಯನ್ನು ಪರಿಶೀಲಿಸಿದರು. ಮಕ್ಕಳ ಪ್ರಕರಣಗಳ ರಿಜಿಸ್ಟರ್, ತೆರೆದ ಮನೆ ಕಾರ್ಯಕ್ರಮದ ಅನುಷ್ಠಾನ, ಮಕ್ಕಳ ಸಂಬಂಧಿತ ಅಂಶಗಳ ಹಾಗೂ ಮಾಹಿತಿ ಪ್ರದರ್ಶನ ಸೇರಿದಂತೆ ವಿವಿಧ ವಿಷಯಗಳ ಬಗ್ಗೆ ಅಧಿಕಾರಿಗಳಿಂದ ಮಾಹಿತಿ ಪಡೆದರು. bbox=[1168, 2060, 1499, 2131]
author-line: ಎಂ.ಎ. ಪತ್ರಿಕೋದ್ಯಮ ಮತ್ತು ಸಮೂಹ ಸಂವಹನ ವಿಭಾಗ, bbox=[1235, 1605, 1479, 1621]
paragraph: ಸಿದ್ಧಾರ್ಥ ಎಜುಕೇಶನ್ ಸೊಸೈಟಿ (ಎಸ್‌ಇಎಸ್) ಅನ್ನು ದಾರ್ಶನಿಕ ಶಿಕ್ಷಣತಜ್ಞ, ದಿವಂಗತ ಡಾ.ಎಚ್.ಎಂ.ಗಂಗಾಧರಯ್ಯ ಅವರು 1959 ರಲ್ಲಿ ಸ್ಥಾಪಿಸಿದರು. ಗೌತಮ ಬುದ್ಧನ ನೀತಿ-ತತ್ವದ ಆಧಾರದ ಮೇಲೆ ಮತ್ತು ಆಚಾರ್ಯ ವಿನೋಬಾ ಭಾವೆ, ಮಹಾತ್ಮ ಗಾಂಧಿ, ಸಂತ ಬಸವಣ್ಣ ಮತ್ತು ಡಾ ಬಾಬಾ ಸಾಹೇಬ್ ಅಂಬೇಡ್ಕರ್ ಅವರಿಂದ ಪ್ರೇರಿತರಾಗಿ ಶಿಕ್ಷಣದ ಮಹತ್ವವನ್ನು ಸಾರಿದರು. bbox=[418, 1026, 677, 1149]
paragraph: ಪಿಡಿಓ ಕಲೆಕ್ಟ್ ಅಭಿಯಾನ ಜಾರಿಗೊಳಿಸಿ ಗ್ರಾಮ ಮಟ್ಟದ ಸಮಿತಿ ಹೆಚ್ಚಿಸಬೇಕು. ಗ್ರಾಮ ಪಂಚಾಯ್ತಿಯ ಅಧ್ಯಕ್ಷರು ಹಾಗೂ ಸದಸ್ಯರು ಮಕ್ಕಳ ಹಿತರಕ್ಷಣೆಗೆ ಆದ್ಯತೆ ನೀಡಬೇಕು ಎಂದರು. bbox=[738, 2228, 945, 2300]
paragraph: ನಂತರ ಹಿಂದುಳಿದ ವರ್ಗಗಳ ಮೆಟ್ರಿಕ್ ಪೂರ್ವ ಬಾಲಕರ ವಸತಿ ನಿಲಯಕ್ಕೆ ಭೇಟಿ ನೀಡಿದ ಅವರು ಕುಡಿಯುವ ನೀರಿನ ವ್ಯವಸ್ಥೆ, ಸ್ವಚ್ಛತೆ ಮತ್ತು ಮಕ್ಕಳಿಗೆ ನೀಡುವ ಆಹಾರದ ಗುಣಮಟ್ಟವನ್ನು ಪರಿಶೀಲಿಸಿದರು. ಮಕ್ಕಳ ಸುರಕ್ಷತೆಗೆ ಅಗತ್ಯ ಕ್ರಮಗಳನ್ನು ಕೈಗೊಳ್ಳುವಂತೆ ವಾರ್ಡನ್‌ಗೆ ಸೂಚಿಸಿದರು. bbox=[423, 1857, 729, 1929]
